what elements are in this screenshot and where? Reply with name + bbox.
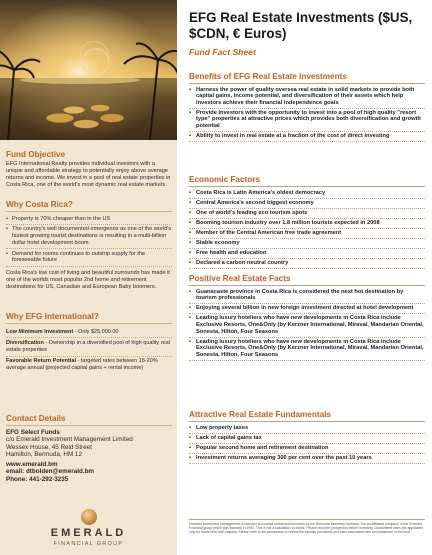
list-item: • Demand for rooms continues to outstrip supply for the foreseeable future (6, 249, 172, 266)
economic-factors-section (189, 175, 425, 269)
phone-number: Phone: 441-292-3235 (6, 475, 69, 483)
why-efg-heading: Why EFG International? (6, 312, 99, 321)
why-costa-rica-text: Costa Rica's low cost of living and beautiful surrounds has made it one of the worlds most popular 2nd home and retirement destinations for US, Canadian and European Baby boomers. (6, 269, 170, 290)
contact-section (6, 414, 172, 483)
list-item: • One of world's leading eco tourism spots (189, 209, 425, 219)
left-column (0, 0, 177, 555)
list-item: • Property is 70% cheaper than in the US (6, 215, 172, 225)
list-item: • Booming tourism industry over 1.8 million tourists expected in 2008 (189, 219, 425, 229)
positive-facts-heading: Positive Real Estate Facts (189, 274, 291, 283)
why-efg-section (6, 312, 172, 374)
contact-address-line: Wessex House, 45 Reid Street (6, 443, 92, 451)
economic-factors-heading: Economic Factors (189, 175, 260, 184)
contact-address-line: c/o Emerald Investment Management Limited (6, 436, 133, 444)
emerald-logo (0, 505, 177, 555)
fund-objective-heading: Fund Objective (6, 150, 66, 159)
fund-objective-text: EFG International Realty provides individual investors with a unique and affordable strategy to potentially enjoy above average returns and income. We invest in a pool of real estate properties in Costa Rica, one of the world's most dynamic real estate markets. (6, 161, 171, 188)
benefits-heading: Benefits of EFG Real Estate Investments (189, 72, 347, 81)
why-costa-rica-heading: Why Costa Rica? (6, 200, 73, 209)
contact-address-line: Hamilton, Bermuda, HM 12 (6, 450, 82, 458)
list-item: • Leading luxury hoteliers who have new developments in Costa Rica include Exclusive Resorts, One&Only (by Kerzner International, Miraval, Mandarian Oriental, Sonesta, Hilton, Four Seasons (189, 338, 425, 361)
list-item: • Low property taxes (189, 424, 425, 434)
sunset-beach-illustration (0, 0, 177, 140)
divider (6, 425, 172, 426)
positive-facts-section (189, 274, 425, 361)
divider (189, 285, 425, 286)
fund-objective-section (6, 150, 172, 189)
list-item: • Harness the power of quality oversea real estate in solid markets to provide both capital gains, income potential, and diversification of their assets which help investors achieve their financial independence goals (189, 86, 425, 109)
contact-company: EFG Select Funds (6, 429, 60, 436)
fundamentals-section (189, 410, 425, 464)
list-item: • Leading luxury hoteliers who have new developments in Costa Rica include Exclusive Resorts, One&Only (by Kerzner International, Miraval, Mandarian Oriental, Sonesta, Hilton, Four Seasons (189, 314, 425, 337)
why-costa-rica-section (6, 200, 172, 291)
list-item: • Investment returns averaging 300 per cent over the past 10 years (189, 454, 425, 464)
right-column (177, 0, 432, 555)
list-item: • Costa Rica is Latin America's oldest democracy (189, 189, 425, 199)
disclaimer-text: Emerald Investment Management is licensed to conduct investment business by the Bermuda Monetary Authority. It is an affiliated company of the Emerald Financial group which was founded in 1992. This is not a solicitation to invest. Please read the prospectus before investing. Guaranteed rates are applicable only for funds held until maturity. Please refer to the prospectus to review the liquidity provisions and risks associated with an investment in the fund. (189, 519, 425, 535)
list-item: • The country's well documented emergence as one of the world's fastest growing tourist destinations is resulting in a multi-billion dollar hotel development boom (6, 225, 172, 249)
why-costa-rica-list (6, 215, 172, 267)
efg-item-diversification: Diversification - Ownership in a diversified pool of high quality real estate properties (6, 338, 172, 356)
email-link[interactable]: email: dtbolden@emerald.bm (6, 468, 95, 476)
efg-item-return: Favorable Return Potential - targeted rates between 18-20% average annual (projected capital gains + rental income) (6, 358, 158, 372)
logo-subtitle: FINANCIAL GROUP (53, 541, 124, 547)
list-item: • Popular second home and retirement destination (189, 444, 425, 454)
logo-name: EMERALD (50, 527, 127, 539)
divider (6, 323, 172, 324)
page-title: EFG Real Estate Investments ($US, $CDN, € Euros) (189, 10, 413, 41)
list-item: • Provide investors with the opportunity to invest into a pool of high quality "resort type" properties at attractive prices which provides both diversification and growth potential (189, 109, 425, 132)
fundamentals-heading: Attractive Real Estate Fundamentals (189, 410, 331, 419)
list-item: • Central America's second biggest economy (189, 199, 425, 209)
list-item: • Member of the Central American free trade agreement (189, 229, 425, 239)
divider (6, 211, 172, 212)
list-item: • Guanacaste province in Costa Rica is considered the next hot destination by tourism professionals (189, 288, 425, 305)
list-item: • Enjoying several billion in new foreign investment directed at hotel development (189, 304, 425, 314)
divider (189, 186, 425, 187)
list-item: • Stable economy (189, 239, 425, 249)
emerald-logo-icon (81, 509, 97, 525)
divider (189, 83, 425, 84)
page-subtitle: Fund Fact Sheet (189, 47, 256, 57)
list-item: • Lack of capital gains tax (189, 434, 425, 444)
list-item: • Free health and education (189, 249, 425, 259)
list-item: • Ability to invest in real estate at a fraction of the cost of direct investing (189, 132, 425, 142)
efg-item-minimum: Low Minimum Investment - Only $25,000.00 (6, 327, 172, 338)
benefits-section (189, 72, 425, 142)
website-link[interactable]: www.emerald.bm (6, 461, 58, 469)
hero-image (0, 0, 177, 140)
list-item: • Declared a carbon neutral country (189, 259, 425, 269)
divider (189, 421, 425, 422)
contact-heading: Contact Details (6, 414, 66, 423)
